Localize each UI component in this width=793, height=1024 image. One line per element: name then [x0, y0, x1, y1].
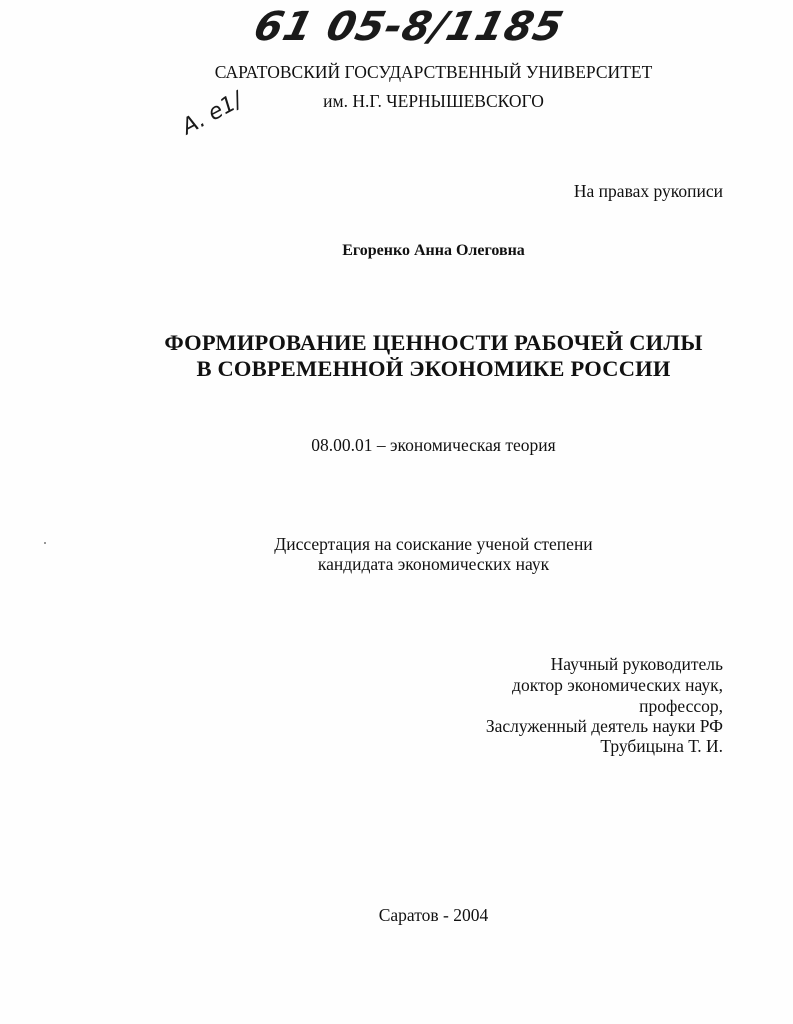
supervisor-honor: Заслуженный деятель науки РФ	[485, 716, 723, 736]
title-line-2: В СОВРЕМЕННОЙ ЭКОНОМИКЕ РОССИИ	[196, 356, 671, 381]
specialty-code: 08.00.01 – экономическая теория	[311, 435, 556, 455]
university-named-after: им. Н.Г. ЧЕРНЫШЕВСКОГО	[323, 91, 544, 111]
supervisor-rank: профессор,	[639, 696, 723, 716]
degree-line-1: Диссертация на соискание ученой степени	[274, 534, 593, 554]
handwritten-shelf-mark: 61 05-8/1185	[249, 4, 569, 50]
author-name: Егоренко Анна Олеговна	[342, 242, 525, 259]
supervisor-role: Научный руководитель	[550, 654, 723, 674]
degree-line-2: кандидата экономических наук	[317, 554, 550, 574]
university-name: САРАТОВСКИЙ ГОСУДАРСТВЕННЫЙ УНИВЕРСИТЕТ	[214, 62, 653, 82]
scan-speck	[44, 542, 46, 544]
supervisor-name: Трубицына Т. И.	[600, 736, 723, 756]
rights-notice: На правах рукописи	[573, 181, 723, 201]
place-and-year: Саратов - 2004	[378, 905, 489, 925]
handwritten-margin-note: A. e1/	[178, 87, 247, 141]
supervisor-degree: доктор экономических наук,	[512, 675, 723, 695]
title-line-1: ФОРМИРОВАНИЕ ЦЕННОСТИ РАБОЧЕЙ СИЛЫ	[164, 330, 703, 355]
